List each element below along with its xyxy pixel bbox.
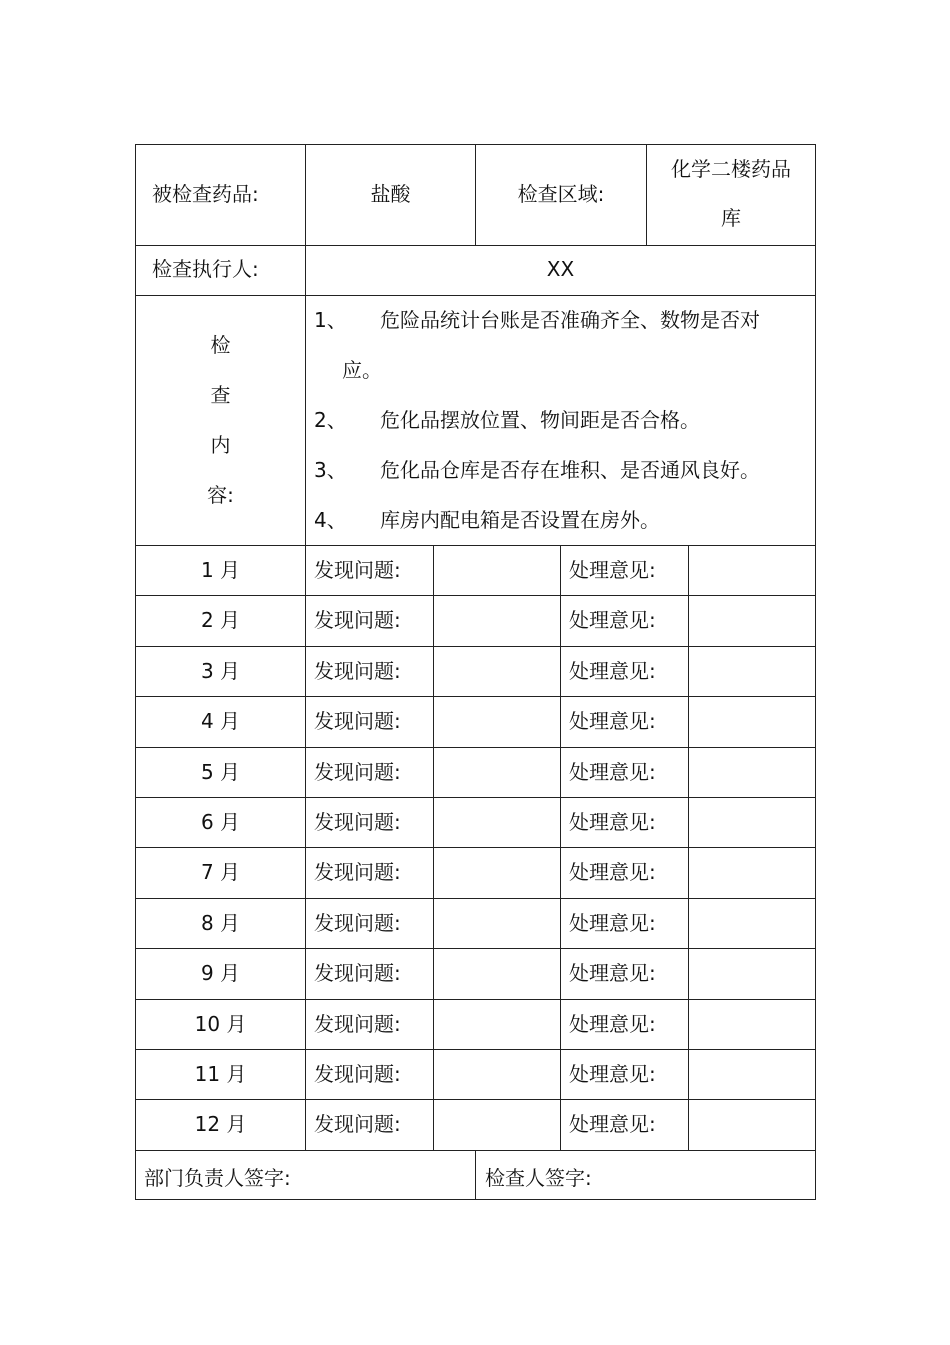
col-divider <box>433 797 434 847</box>
inspection-form <box>135 144 816 1200</box>
issue-label: 发现问题: <box>314 709 401 734</box>
issue-label: 发现问题: <box>314 1112 401 1137</box>
month-label: 11 月 <box>194 1062 247 1086</box>
col-divider <box>688 847 689 897</box>
row-divider <box>136 595 815 596</box>
month-label: 1 月 <box>200 558 241 582</box>
opinion-label: 处理意见: <box>569 860 656 885</box>
col-divider <box>433 898 434 948</box>
col-divider <box>688 595 689 645</box>
row-divider <box>136 747 815 748</box>
col-divider <box>475 1150 476 1200</box>
opinion-label: 处理意见: <box>569 608 656 633</box>
content-item-num: 2、 <box>314 408 347 432</box>
row-divider <box>136 545 815 546</box>
col-divider <box>688 646 689 696</box>
month-label: 9 月 <box>200 961 241 986</box>
area-label: 检查区域: <box>517 182 605 206</box>
drug-value: 盐酸 <box>370 182 411 206</box>
opinion-label: 处理意见: <box>569 658 656 683</box>
col-divider <box>688 999 689 1049</box>
inspector-value: XX <box>546 257 575 281</box>
content-item-num: 1、 <box>314 308 347 332</box>
col-divider <box>688 696 689 746</box>
opinion-label: 处理意见: <box>569 558 656 582</box>
content-label-char: 检 <box>210 333 231 357</box>
month-label: 12 月 <box>194 1112 247 1137</box>
col-divider <box>433 1049 434 1099</box>
content-item-num: 4、 <box>314 508 347 532</box>
row-divider <box>136 696 815 697</box>
col-divider <box>560 646 561 696</box>
col-divider <box>433 595 434 645</box>
col-divider <box>433 545 434 595</box>
content-item-cont: 应。 <box>342 358 382 382</box>
col-divider <box>688 1099 689 1149</box>
col-divider <box>560 696 561 746</box>
opinion-label: 处理意见: <box>569 1112 656 1137</box>
issue-label: 发现问题: <box>314 860 401 885</box>
opinion-label: 处理意见: <box>569 1062 656 1086</box>
row-divider <box>136 948 815 949</box>
col-divider <box>560 999 561 1049</box>
col-divider <box>433 948 434 998</box>
col-divider <box>560 847 561 897</box>
content-item-text: 危化品摆放位置、物间距是否合格。 <box>380 408 700 432</box>
inspector-sign-label: 检查人签字: <box>485 1166 592 1190</box>
row-divider <box>136 1049 815 1050</box>
month-label: 8 月 <box>200 910 241 935</box>
col-divider <box>433 999 434 1049</box>
issue-label: 发现问题: <box>314 558 401 582</box>
col-divider <box>433 747 434 797</box>
content-label-char: 查 <box>210 383 231 407</box>
content-label-char: 容: <box>207 483 234 507</box>
col-divider <box>560 948 561 998</box>
col-divider <box>560 898 561 948</box>
month-label: 7 月 <box>200 860 241 885</box>
issue-label: 发现问题: <box>314 759 401 784</box>
col-divider <box>688 747 689 797</box>
col-divider <box>688 545 689 595</box>
opinion-label: 处理意见: <box>569 810 656 834</box>
month-label: 3 月 <box>200 658 241 683</box>
month-label: 2 月 <box>200 608 241 633</box>
row-divider <box>136 1099 815 1100</box>
col-divider <box>560 1099 561 1149</box>
col-divider <box>560 797 561 847</box>
col-divider <box>433 646 434 696</box>
col-divider <box>560 747 561 797</box>
issue-label: 发现问题: <box>314 608 401 633</box>
col-divider <box>688 898 689 948</box>
dept-sign-label: 部门负责人签字: <box>144 1166 291 1190</box>
area-value-line1: 化学二楼药品 <box>671 157 791 181</box>
row-divider <box>136 898 815 899</box>
opinion-label: 处理意见: <box>569 961 656 986</box>
drug-label: 被检查药品: <box>152 182 259 206</box>
row-divider <box>136 646 815 647</box>
row-divider <box>136 245 815 246</box>
content-item-text: 危险品统计台账是否准确齐全、数物是否对 <box>380 308 760 332</box>
content-item-text: 危化品仓库是否存在堆积、是否通风良好。 <box>380 458 760 482</box>
opinion-label: 处理意见: <box>569 1011 656 1036</box>
row-divider <box>136 999 815 1000</box>
inspector-label: 检查执行人: <box>152 257 259 281</box>
issue-label: 发现问题: <box>314 1011 401 1036</box>
row-divider <box>136 847 815 848</box>
issue-label: 发现问题: <box>314 910 401 935</box>
content-item-text: 库房内配电箱是否设置在房外。 <box>380 508 660 532</box>
col-divider <box>560 1049 561 1099</box>
content-label-char: 内 <box>210 433 231 457</box>
col-divider <box>433 847 434 897</box>
month-label: 6 月 <box>200 810 241 834</box>
content-item-num: 3、 <box>314 458 347 482</box>
area-value-line2: 库 <box>721 206 741 230</box>
col-divider <box>433 696 434 746</box>
opinion-label: 处理意见: <box>569 910 656 935</box>
month-label: 10 月 <box>194 1011 247 1036</box>
col-divider <box>433 1099 434 1149</box>
col-divider <box>688 1049 689 1099</box>
col-divider <box>560 595 561 645</box>
issue-label: 发现问题: <box>314 1062 401 1086</box>
col-divider <box>560 545 561 595</box>
issue-label: 发现问题: <box>314 961 401 986</box>
row-divider <box>136 295 815 296</box>
opinion-label: 处理意见: <box>569 709 656 734</box>
month-label: 5 月 <box>200 759 241 784</box>
opinion-label: 处理意见: <box>569 759 656 784</box>
month-label: 4 月 <box>200 709 241 734</box>
col-divider <box>688 948 689 998</box>
row-divider <box>136 797 815 798</box>
row-divider <box>136 1150 815 1151</box>
issue-label: 发现问题: <box>314 810 401 834</box>
col-divider <box>688 797 689 847</box>
issue-label: 发现问题: <box>314 658 401 683</box>
